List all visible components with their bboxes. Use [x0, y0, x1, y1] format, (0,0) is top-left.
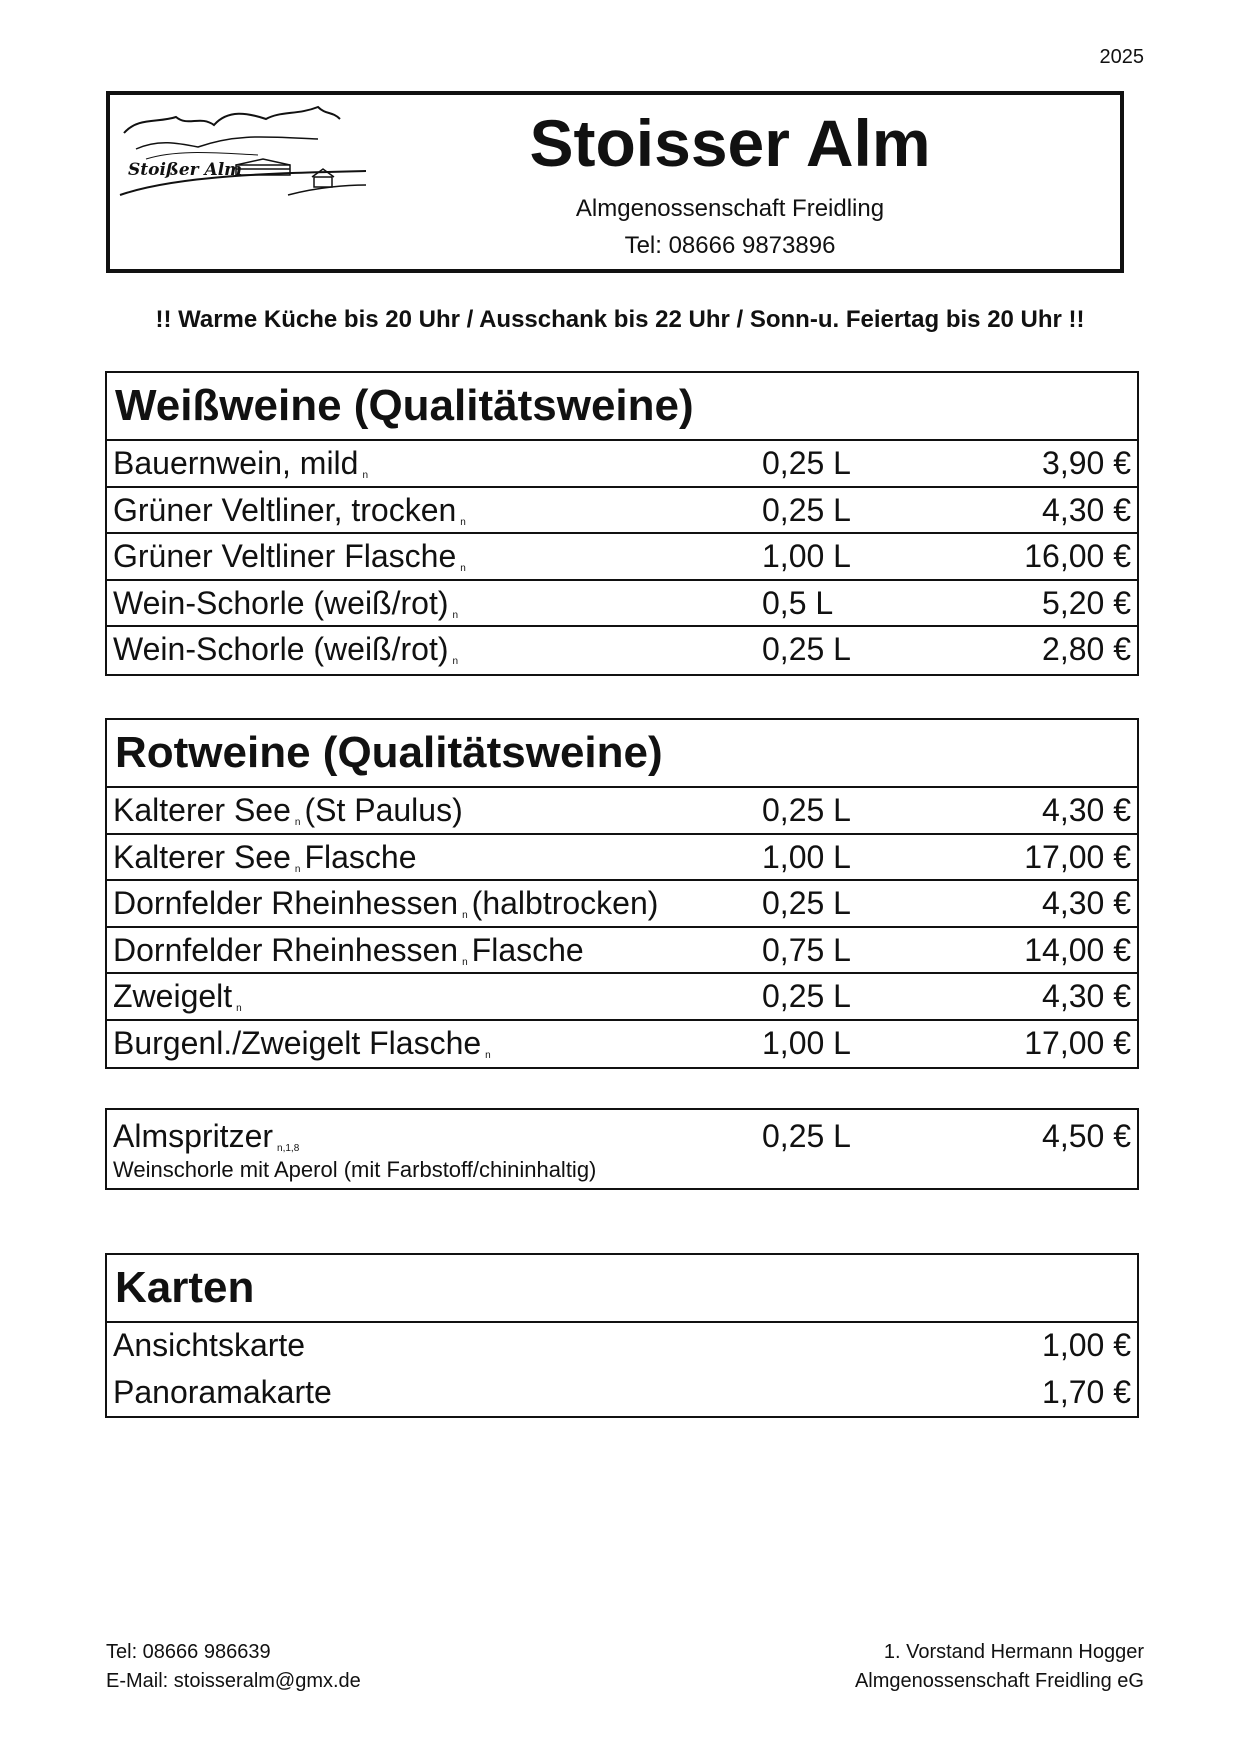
item-price: 14,00 € [1024, 931, 1131, 968]
item-name: Burgenl./Zweigelt Flasche $_n$ [113, 1024, 491, 1061]
red-wines-title: Rotweine (Qualitätsweine) [107, 720, 1137, 788]
item-name: Grüner Veltliner Flasche $_n$ [113, 538, 466, 574]
table-row [107, 1021, 1137, 1068]
item-volume: 1,00 L [762, 1024, 851, 1061]
item-price: 4,30 € [1042, 792, 1131, 828]
item-description: Weinschorle mit Aperol (mit Farbstoff/chininhaltig) [113, 1157, 597, 1182]
table-row [107, 627, 1137, 674]
item-name: Bauernwein, mild $_n$ [113, 445, 369, 481]
item-name: Zweigelt $_n$ [113, 978, 242, 1014]
item-price: 4,50 € [1042, 1118, 1131, 1154]
item-price: 1,70 € [1042, 1373, 1131, 1410]
item-name: Kalterer See $_n$ (St Paulus) [113, 792, 463, 828]
item-volume: 0,25 L [762, 631, 851, 667]
cards-title: Karten [107, 1255, 1137, 1323]
organization-name: Almgenossenschaft Freidling [575, 195, 885, 222]
item-price: 17,00 € [1024, 1024, 1131, 1061]
item-volume: 0,25 L [762, 792, 851, 828]
footer-contact [106, 1638, 361, 1696]
table-row [107, 488, 1137, 535]
footer-organization [855, 1638, 1144, 1696]
footer-phone: Tel: 08666 986639 [106, 1641, 271, 1663]
item-volume: 0,25 L [762, 445, 851, 481]
item-name: Grüner Veltliner, trocken $_n$ [113, 491, 466, 528]
header-phone: Tel: 08666 9873896 [624, 232, 836, 259]
alm-logo [118, 103, 368, 203]
item-name: Panoramakarte [113, 1373, 332, 1410]
item-price: 5,20 € [1042, 584, 1131, 621]
footer-org-name: Almgenossenschaft Freidling eG [854, 1670, 1144, 1692]
item-volume: 0,25 L [762, 491, 851, 528]
table-row [107, 835, 1137, 882]
item-volume: 0,25 L [762, 885, 851, 921]
item-price: 4,30 € [1042, 491, 1131, 528]
item-name: Wein-Schorle (weiß/rot) $_n$ [113, 631, 459, 667]
item-volume: 1,00 L [762, 838, 851, 875]
item-volume: 0,75 L [762, 931, 851, 968]
table-row [107, 788, 1137, 835]
restaurant-name: Stoisser Alm [529, 106, 931, 180]
item-name: Kalterer See $_n$ Flasche [113, 838, 417, 875]
white-wines-title: Weißweine (Qualitätsweine) [107, 373, 1137, 441]
item-price: 17,00 € [1024, 838, 1131, 875]
cards-table [105, 1253, 1139, 1418]
item-name: Ansichtskarte [113, 1327, 306, 1363]
table-row [107, 581, 1137, 628]
spritzer-table [105, 1108, 1139, 1190]
table-row [107, 881, 1137, 928]
table-row [107, 1110, 1137, 1188]
table-row [107, 974, 1137, 1021]
item-volume: 1,00 L [762, 538, 851, 574]
table-row [107, 928, 1137, 975]
table-row [107, 1370, 1137, 1417]
item-name: Almspritzer $_{n,1,8}$ [113, 1118, 300, 1154]
item-price: 3,90 € [1042, 445, 1131, 481]
year-label: 2025 [1099, 46, 1144, 68]
header-box [106, 91, 1124, 273]
logo-text: Stoißer Alm [128, 160, 243, 180]
item-price: 4,30 € [1042, 885, 1131, 921]
item-volume: 0,25 L [762, 978, 851, 1014]
item-price: 1,00 € [1042, 1327, 1131, 1363]
item-price: 2,80 € [1042, 631, 1131, 667]
footer-chairman: 1. Vorstand Hermann Hogger [883, 1641, 1144, 1663]
item-name: Dornfelder Rheinhessen $_n$ Flasche [113, 931, 584, 968]
item-name: Dornfelder Rheinhessen $_n$ (halbtrocken) [113, 885, 659, 921]
item-volume: 0,5 L [762, 584, 834, 621]
white-wines-table [105, 371, 1139, 676]
item-price: 16,00 € [1024, 538, 1131, 574]
opening-hours-notice: !! Warme Küche bis 20 Uhr / Ausschank bis 22 Uhr / Sonn-u. Feiertag bis 20 Uhr !! [155, 306, 1085, 333]
table-row [107, 534, 1137, 581]
table-row [107, 1323, 1137, 1370]
red-wines-table [105, 718, 1139, 1069]
item-name: Wein-Schorle (weiß/rot) $_n$ [113, 584, 459, 621]
item-volume: 0,25 L [762, 1118, 851, 1154]
footer-email: E-Mail: stoisseralm@gmx.de [106, 1670, 361, 1692]
table-row [107, 441, 1137, 488]
item-price: 4,30 € [1042, 978, 1131, 1014]
